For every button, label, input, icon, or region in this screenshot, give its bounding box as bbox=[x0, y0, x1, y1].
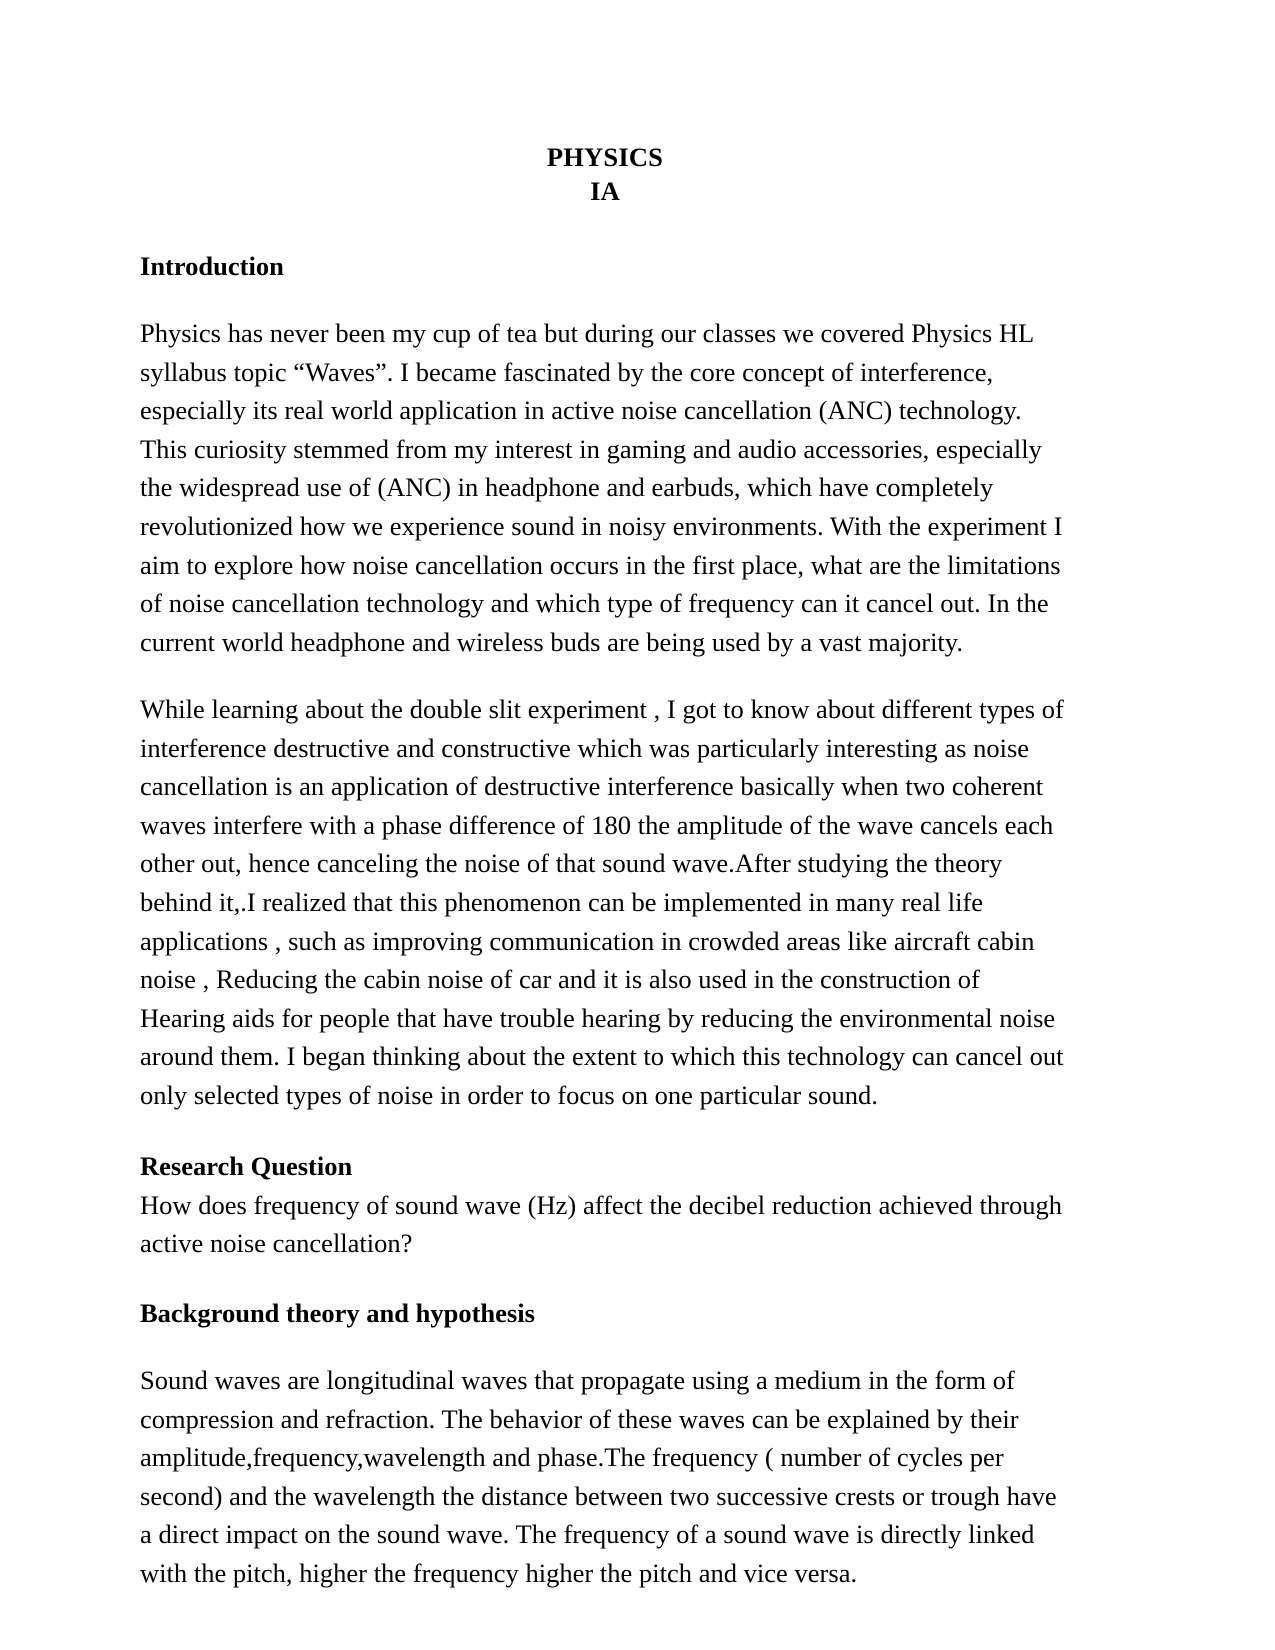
spacer bbox=[140, 209, 1070, 247]
paragraph-research-question: How does frequency of sound wave (Hz) affect the decibel reduction achieved through active noise cancellation? bbox=[140, 1189, 1062, 1259]
spacer bbox=[140, 1114, 1070, 1147]
spacer bbox=[140, 1332, 1070, 1361]
title-line-1: PHYSICS bbox=[546, 142, 664, 172]
spacer bbox=[140, 661, 1070, 690]
spacer bbox=[140, 285, 1070, 314]
section-heading-background-theory: Background theory and hypothesis bbox=[140, 1297, 535, 1328]
section-heading-introduction: Introduction bbox=[140, 250, 284, 281]
page-title bbox=[140, 140, 1070, 209]
paragraph-intro-1: Physics has never been my cup of tea but during our classes we covered Physics HL syllabus topic “Waves”. I became fascinated by the core concept of interference, especially its real world application in active noise cancellation (ANC) technology. bbox=[140, 318, 1034, 426]
title-line-2: IA bbox=[590, 176, 620, 207]
paragraph-intro-3: While learning about the double slit experiment , I got to know about different types of interference destructive and constructive which was particularly interesting as noise cancellation is an application of destructive interference basically when two coherent waves interfere with a phase difference of 180 the amplitude of the wave cancels each other out, hence canceling the noise of that sound wave.After studying the theory behind it,.I realized that this phenomenon can be implemented in many real life applications , such as improving communication in crowded areas like aircraft cabin noise , Reducing the cabin noise of car and it is also used in the construction of Hearing aids for people that have trouble hearing by reducing the environmental noise around them. I began thinking about the extent to which this technology can cancel out only selected types of noise in order to focus on one particular sound. bbox=[140, 694, 1064, 1110]
spacer bbox=[140, 1263, 1070, 1294]
section-heading-research-question: Research Question bbox=[140, 1151, 353, 1182]
paragraph-background-1: Sound waves are longitudinal waves that propagate using a medium in the form of compression and refraction. The behavior of these waves can be explained by their amplitude,frequency,wavelength and phase.The frequency ( number of cycles per second) and the wavelength the distance between two successive crests or trough have a direct impact on the sound wave. The frequency of a sound wave is directly linked with the pitch, higher the frequency higher the pitch and vice versa. bbox=[140, 1365, 1057, 1588]
paragraph-intro-2: This curiosity stemmed from my interest in gaming and audio accessories, especially the widespread use of (ANC) in headphone and earbuds, which have completely revolutionized how we experience sound in noisy environments. With the experiment I aim to explore how noise cancellation occurs in the first place, what are the limitations of noise cancellation technology and which type of frequency can it cancel out. In the current world headphone and wireless buds are being used by a vast majority. bbox=[140, 433, 1063, 657]
